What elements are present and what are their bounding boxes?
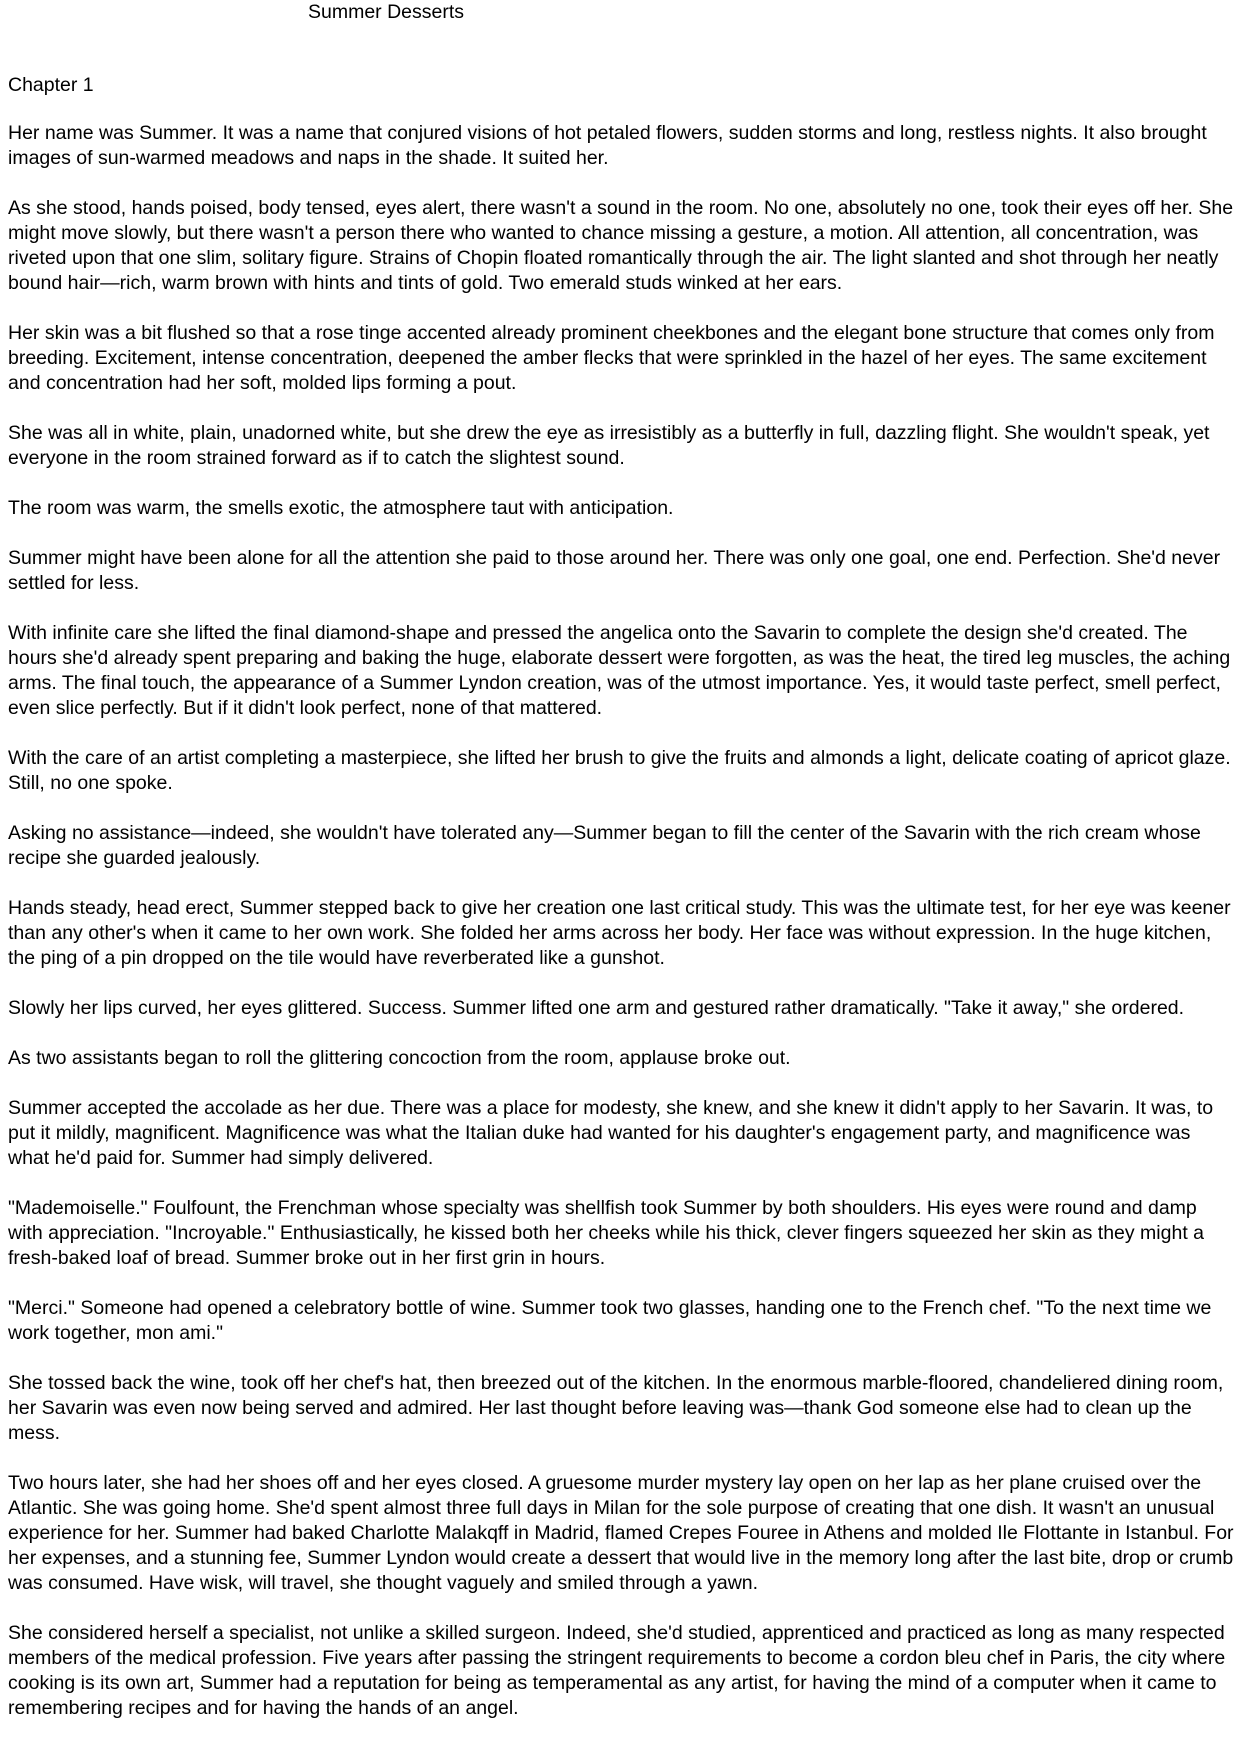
paragraph: As she stood, hands poised, body tensed, eyes alert, there wasn't a sound in the room. No one, absolutely no one, took their eyes off her. She might move slowly, but there wasn't a person there who wanted to chance missing a gesture, a motion. All attention, all concentration, was riveted upon that one slim, solitary figure. Strains of Chopin floated romantically through the air. The light slanted and shot through her neatly bound hair—rich, warm brown with hints and tints of gold. Two emerald studs winked at her ears. [8, 197, 1234, 294]
paragraph: The room was warm, the smells exotic, the atmosphere taut with anticipation. [8, 497, 674, 519]
paragraph: Summer accepted the accolade as her due. There was a place for modesty, she knew, and she knew it didn't apply to her Savarin. It was, to put it mildly, magnificent. Magnificence was what the Italian duke had wanted for his daughter's engagement party, and magnificence was what he'd paid for. Summer had simply delivered. [8, 1097, 1214, 1169]
document-title: Summer Desserts [308, 1, 465, 23]
paragraph: As two assistants began to roll the glittering concoction from the room, applause broke out. [8, 1047, 791, 1069]
paragraph: Two hours later, she had her shoes off and her eyes closed. A gruesome murder mystery lay open on her lap as her plane cruised over the Atlantic. She was going home. She'd spent almost three full days in Milan for the sole purpose of creating that one dish. It wasn't an unusual experience for her. Summer had baked Charlotte Malakqff in Madrid, flamed Crepes Fouree in Athens and molded Ile Flottante in Istanbul. For her expenses, and a stunning fee, Summer Lyndon would create a dessert that would live in the memory long after the last bite, drop or crumb was consumed. Have wisk, will travel, she thought vaguely and smiled through a yawn. [8, 1472, 1234, 1594]
paragraph: Summer might have been alone for all the attention she paid to those around her. There was only one goal, one end. Perfection. She'd never settled for less. [8, 547, 1221, 594]
paragraph: With infinite care she lifted the final diamond-shape and pressed the angelica onto the Savarin to complete the design she'd created. The hours she'd already spent preparing and baking the huge, elaborate dessert were forgotten, as was the heat, the tired leg muscles, the aching arms. The final touch, the appearance of a Summer Lyndon creation, was of the utmost importance. Yes, it would taste perfect, smell perfect, even slice perfectly. But if it didn't look perfect, none of that mattered. [8, 622, 1231, 719]
paragraph: With the care of an artist completing a masterpiece, she lifted her brush to give the fruits and almonds a light, delicate coating of apricot glaze. Still, no one spoke. [8, 747, 1231, 794]
paragraph: Slowly her lips curved, her eyes glittered. Success. Summer lifted one arm and gestured rather dramatically. "Take it away," she ordered. [8, 997, 1185, 1019]
paragraph: Hands steady, head erect, Summer stepped back to give her creation one last critical study. This was the ultimate test, for her eye was keener than any other's when it came to her own work. She folded her arms across her body. Her face was without expression. In the huge kitchen, the ping of a pin dropped on the tile would have reverberated like a gunshot. [8, 897, 1231, 969]
paragraph: She tossed back the wine, took off her chef's hat, then breezed out of the kitchen. In the enormous marble-floored, chandeliered dining room, her Savarin was even now being served and admired. Her last thought before leaving was—thank God someone else had to clean up the mess. [8, 1372, 1224, 1444]
paragraph: Her skin was a bit flushed so that a rose tinge accented already prominent cheekbones and the elegant bone structure that comes only from breeding. Excitement, intense concentration, deepened the amber flecks that were sprinkled in the hazel of her eyes. The same excitement and concentration had her soft, molded lips forming a pout. [8, 322, 1215, 394]
paragraph: "Mademoiselle." Foulfount, the Frenchman whose specialty was shellfish took Summer by both shoulders. His eyes were round and damp with appreciation. "Incroyable." Enthusiastically, he kissed both her cheeks while his thick, clever fingers squeezed her skin as they might a fresh-baked loaf of bread. Summer broke out in her first grin in hours. [8, 1197, 1205, 1269]
paragraph: She was all in white, plain, unadorned white, but she drew the eye as irresistibly as a butterfly in full, dazzling flight. She wouldn't speak, yet everyone in the room strained forward as if to catch the slightest sound. [8, 422, 1210, 469]
paragraph: Asking no assistance—indeed, she wouldn't have tolerated any—Summer began to fill the center of the Savarin with the rich cream whose recipe she guarded jealously. [8, 822, 1201, 869]
paragraph: Her name was Summer. It was a name that conjured visions of hot petaled flowers, sudden storms and long, restless nights. It also brought images of sun-warmed meadows and naps in the shade. It suited her. [8, 122, 1207, 169]
document-page [8, 0, 1234, 1721]
chapter-heading: Chapter 1 [8, 74, 94, 96]
paragraph: "Merci." Someone had opened a celebratory bottle of wine. Summer took two glasses, handing one to the French chef. "To the next time we work together, mon ami." [8, 1297, 1212, 1344]
chapter-body [8, 121, 1234, 1721]
paragraph: She considered herself a specialist, not unlike a skilled surgeon. Indeed, she'd studied, apprenticed and practiced as long as many respected members of the medical profession. Five years after passing the stringent requirements to become a cordon bleu chef in Paris, the city where cooking is its own art, Summer had a reputation for being as temperamental as any artist, for having the mind of a computer when it came to remembering recipes and for having the hands of an angel. [8, 1622, 1226, 1719]
